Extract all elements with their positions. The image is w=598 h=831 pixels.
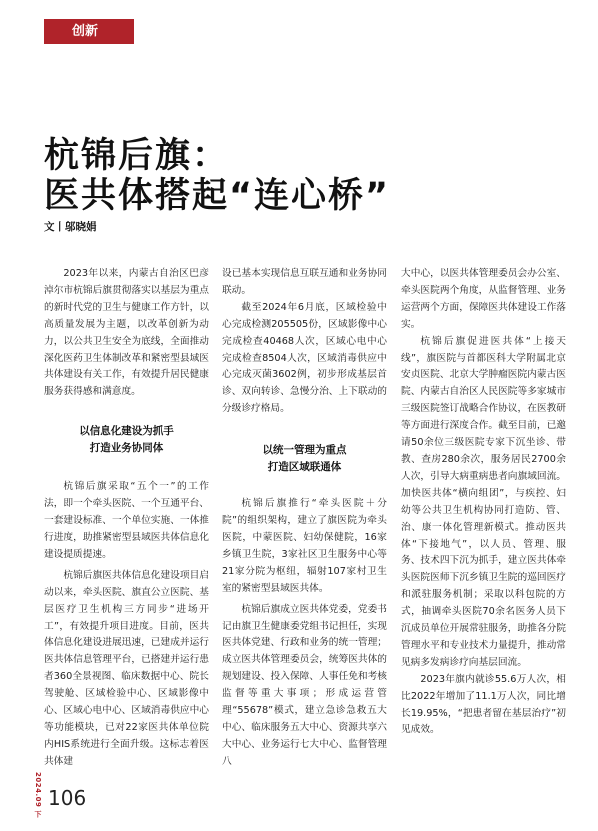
paragraph: 2023年旗内就诊55.6万人次，相比2022年增加了11.1万人次，同比增长19.95%，“把患者留在基层治疗”初见成效。 [401, 673, 566, 736]
subheading-line: 打造业务协同体 [89, 442, 164, 455]
paragraph: 杭锦后旗采取“五个一”的工作法，即一个牵头医院、一个互通平台、一套建设标准、一个单位实施、一体推行进度，助推紧密型县域医共体信息化建设提质提速。 [44, 481, 209, 560]
column-3 [401, 266, 566, 739]
section-tag: 创新 [44, 19, 134, 44]
paragraph: 杭锦后旗促进医共体“上接天线”，旗医院与首都医科大学附属北京安贞医院、北京大学肿瘤医院内蒙古医院、内蒙古自治区人民医院等多家城市三级医院签订战略合作协议，在医教研等方面进行深度合作。截至目前，已邀请50余位三级医院专家下沉坐诊、带教、查房280余次，服务居民2700余人次，引导大病重病患者向旗域回流。加快医共体“横向组团”，与疾控、妇幼等公共卫生机构协同打造防、管、治、康一体化管理新模式。推动医共体“下接地气”，以人员、管理、服务、技术四下沉为抓手，建立医共体牵头医院医师下沉乡镇卫生院的巡回医疗和派驻服务机制；采取以科包院的方式，抽调牵头医院70余名医务人员下沉成员单位开展常驻服务，助推各分院管理水平和专业技术力量提升，推动常见病多发病诊疗向基层回流。 [401, 335, 566, 668]
subheading-line: 打造区域联通体 [267, 461, 342, 474]
paragraph: 设已基本实现信息互联互通和业务协同联动。 [222, 268, 387, 296]
title-line-1: 杭锦后旗： [44, 136, 230, 176]
paragraph: 2023年以来，内蒙古自治区巴彦淖尔市杭锦后旗贯彻落实以基层为重点的新时代党的卫生与健康工作方针，以高质量发展为主题，以改革创新为动力，以公共卫生安全为底线，全面推动深化医药卫生体制改革和紧密型县域医共体建设有关工作，有效提升居民健康服务获得感和满意度。 [44, 268, 209, 398]
column-2 [222, 266, 387, 771]
paragraph: 杭锦后旗医共体信息化建设项目启动以来，牵头医院、旗直公立医院、基层医疗卫生机构三方同步“进场开工”，有效提升项目进度。目前，医共体信息化建设进展迅速，已建成并运行医共体信息管理平台，已搭建并运行患者360全景视图、临床数据中心、院长驾驶舱、区域检验中心、区域影像中心、区域心电中心、区域消毒供应中心等功能模块，已对22家医共体单位院内HIS系统进行全面升级。这标志着医共体建 [44, 569, 209, 767]
subheading [222, 442, 387, 476]
paragraph: 杭锦后旗成立医共体党委，党委书记由旗卫生健康委党组书记担任，实现医共体党建、行政和业务的统一管理；成立医共体管理委员会，统筹医共体的规划建设、投入保障、人事任免和考核监督等重大事项；形成运营管理“55678”模式，建立急诊急救五大中心、临床服务五大中心、资源共享六大中心、业务运行七大中心、监督管理八 [222, 603, 387, 767]
paragraph: 杭锦后旗推行“牵头医院＋分院”的组织架构，建立了旗医院为牵头医院，中蒙医院、妇幼保健院，16家乡镇卫生院，3家社区卫生服务中心等21家分院为枢纽，辐射107家村卫生室的紧密型县域医共体。 [222, 498, 387, 594]
byline: 文丨邬晓娟 [44, 221, 97, 233]
column-1 [44, 266, 209, 771]
article-title [44, 136, 390, 216]
subheading-line: 以统一管理为重点 [262, 444, 347, 457]
subheading-line: 以信息化建设为抓手 [79, 425, 174, 438]
paragraph: 截至2024年6月底，区域检验中心完成检测205505份，区域影像中心完成检查40468人次，区域心电中心完成检查8504人次，区域消毒供应中心完成灭菌3602例，初步形成基层首诊、双向转诊、急慢分治、上下联动的分级诊疗格局。 [222, 301, 387, 415]
paragraph: 大中心，以医共体管理委员会办公室、牵头医院两个角度，从监督管理、业务运营两个方面，保障医共体建设工作落实。 [401, 268, 566, 330]
page-number: 106 [48, 786, 87, 810]
subheading [44, 423, 209, 457]
title-line-2: 医共体搭起“连心桥” [44, 176, 391, 216]
issue-label: 2024.09 下 [34, 772, 42, 818]
